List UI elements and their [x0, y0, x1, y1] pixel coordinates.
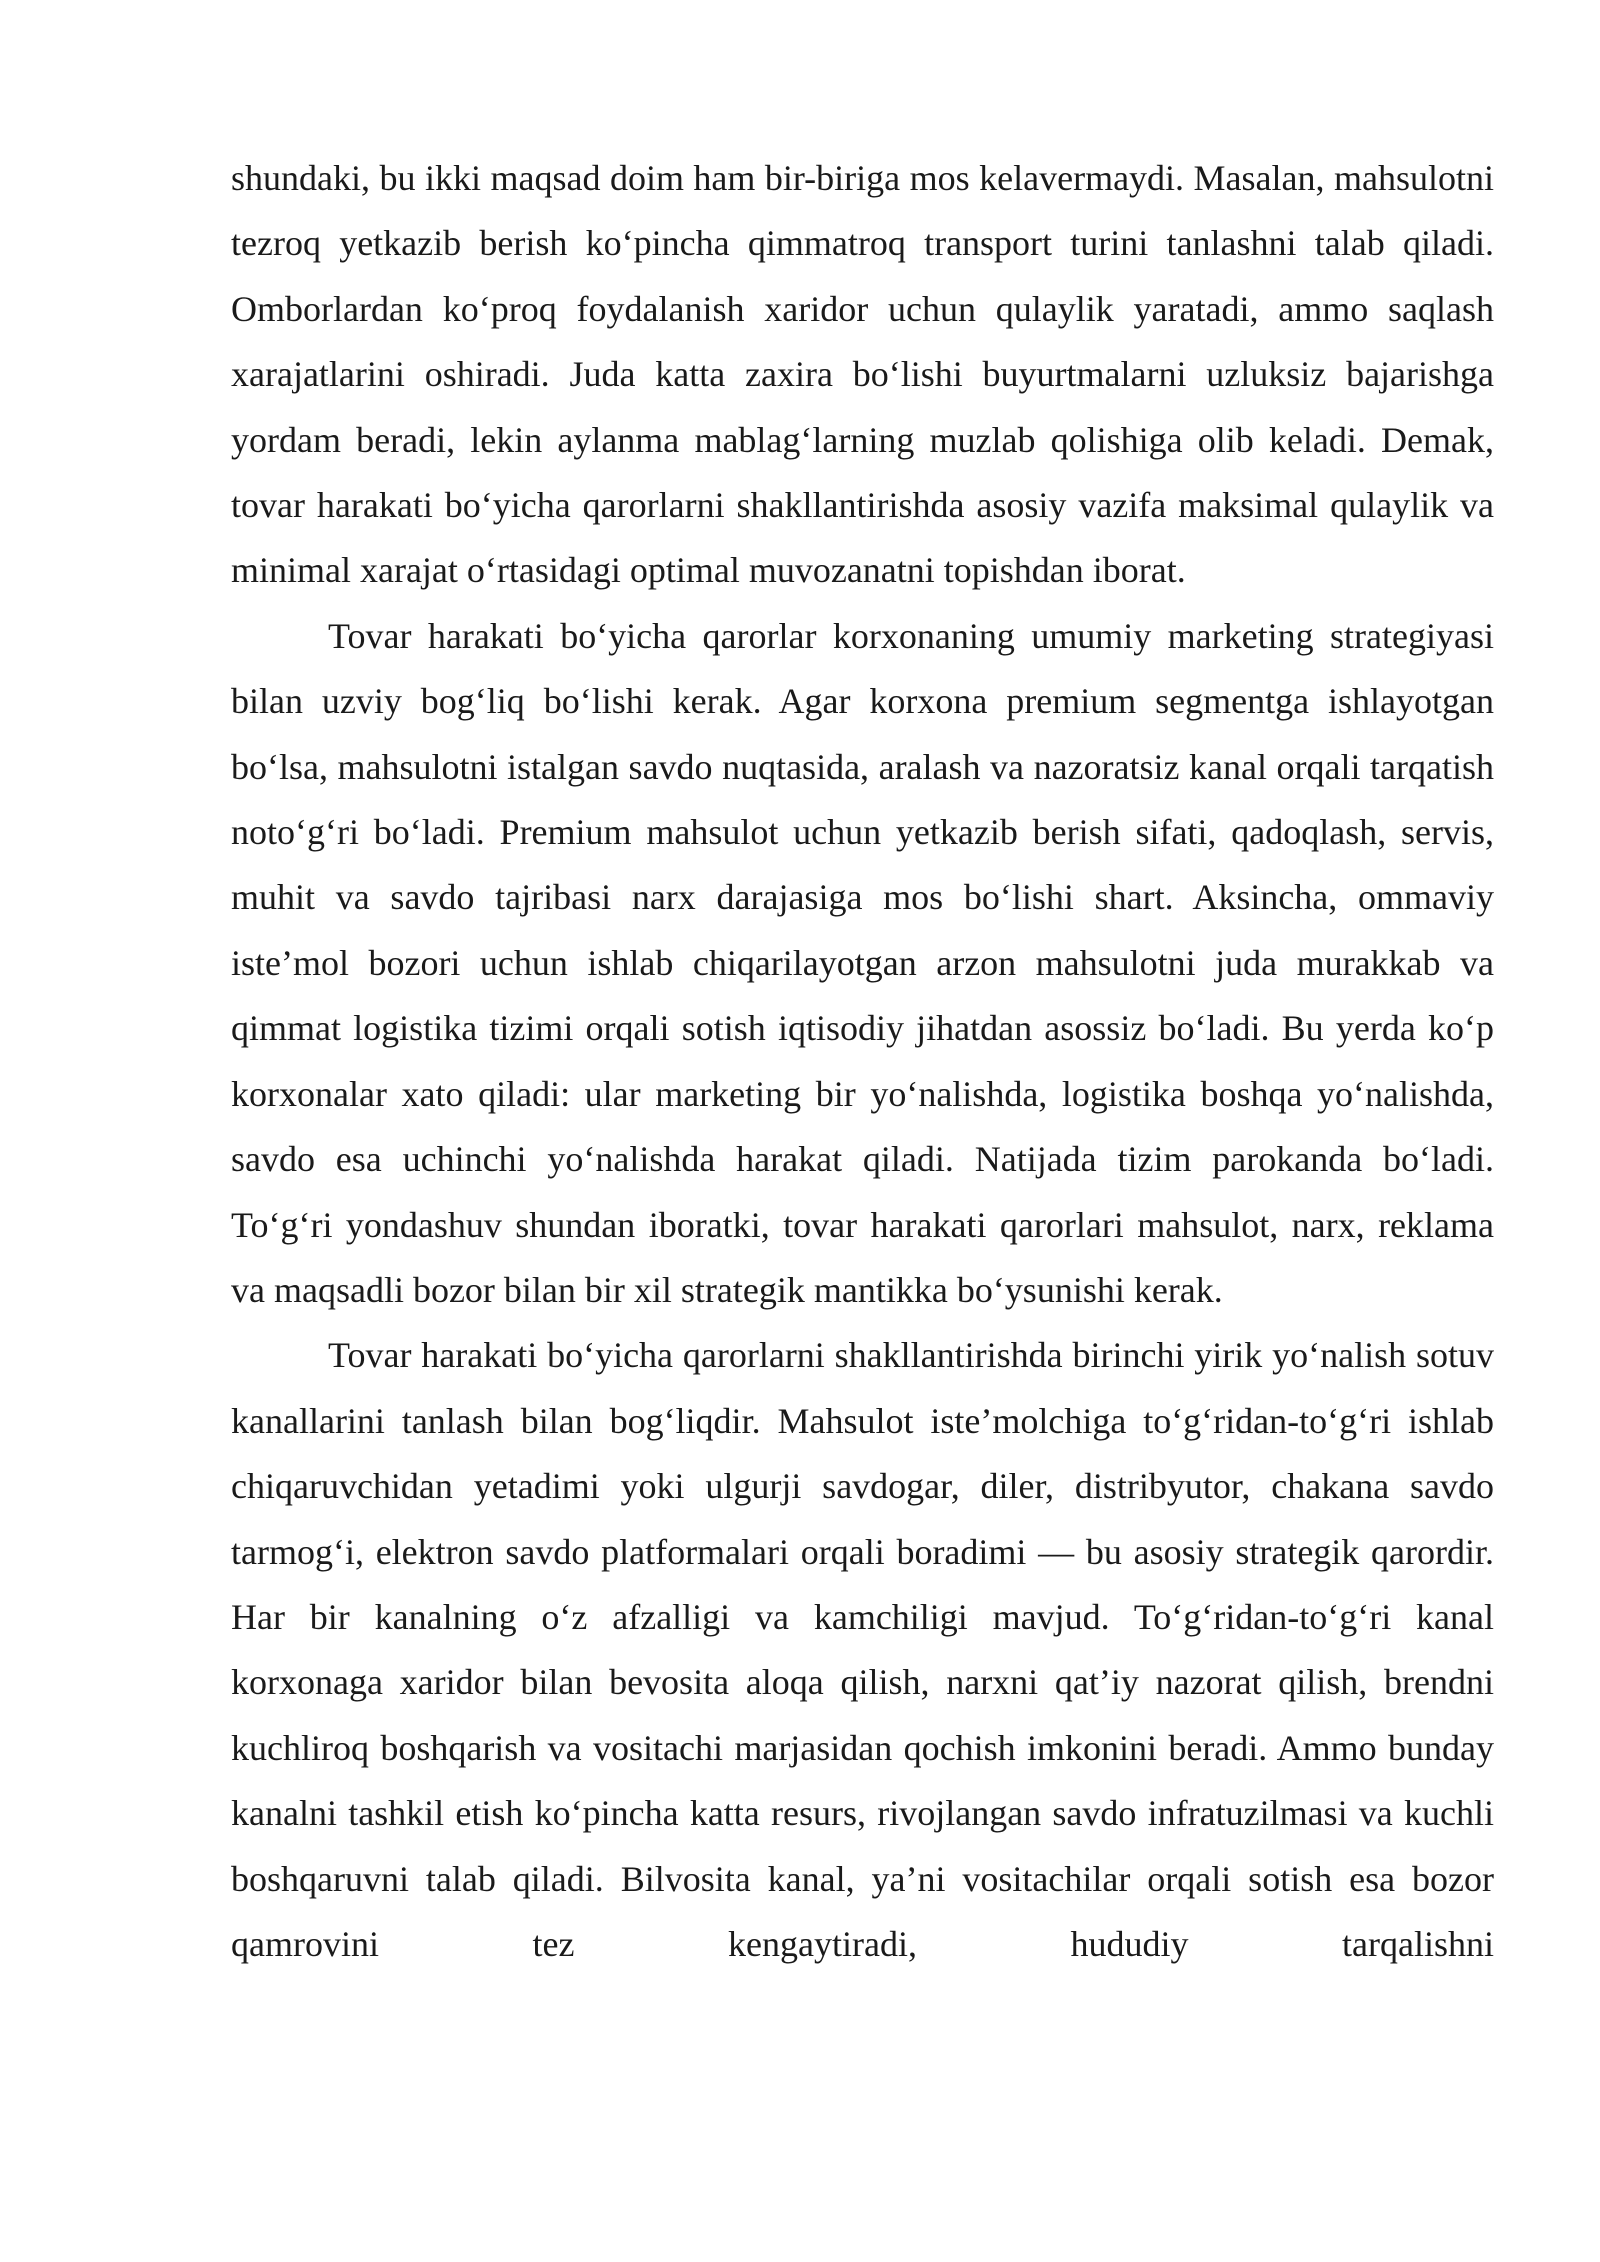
body-text [231, 146, 1494, 1977]
paragraph-1: shundaki, bu ikki maqsad doim ham bir-biriga mos kelavermaydi. Masalan, mahsulotni tezroq yetkazib berish ko‘pincha qimmatroq transport turini tanlashni talab qiladi. Omborlardan ko‘proq foydalanish xaridor uchun qulaylik yaratadi, ammo saqlash xarajatlarini oshiradi. Juda katta zaxira bo‘lishi buyurtmalarni uzluksiz bajarishga yordam beradi, lekin aylanma mablag‘larning muzlab qolishiga olib keladi. Demak, tovar harakati bo‘yicha qarorlarni shakllantirishda asosiy vazifa maksimal qulaylik va minimal xarajat o‘rtasidagi optimal muvozanatni topishdan iborat. [231, 158, 1494, 591]
paragraph-3: Tovar harakati bo‘yicha qarorlarni shakllantirishda birinchi yirik yo‘nalish sotuv kanallarini tanlash bilan bog‘liqdir. Mahsulot iste’molchiga to‘g‘ridan-to‘g‘ri ishlab chiqaruvchidan yetadimi yoki ulgurji savdogar, diler, distribyutor, chakana savdo tarmog‘i, elektron savdo platformalari orqali boradimi — bu asosiy strategik qarordir. Har bir kanalning o‘z afzalligi va kamchiligi mavjud. To‘g‘ridan-to‘g‘ri kanal korxonaga xaridor bilan bevosita aloqa qilish, narxni qat’iy nazorat qilish, brendni kuchliroq boshqarish va vositachi marjasidan qochish imkonini beradi. Ammo bunday kanalni tashkil etish ko‘pincha katta resurs, rivojlangan savdo infratuzilmasi va kuchli boshqaruvni talab qiladi. Bilvosita kanal, ya’ni vositachilar orqali sotish esa bozor qamrovini tez kengaytiradi, hududiy tarqalishni [231, 1335, 1494, 1964]
paragraph-2: Tovar harakati bo‘yicha qarorlar korxonaning umumiy marketing strategiyasi bilan uzviy bog‘liq bo‘lishi kerak. Agar korxona premium segmentga ishlayotgan bo‘lsa, mahsulotni istalgan savdo nuqtasida, aralash va nazoratsiz kanal orqali tarqatish noto‘g‘ri bo‘ladi. Premium mahsulot uchun yetkazib berish sifati, qadoqlash, servis, muhit va savdo tajribasi narx darajasiga mos bo‘lishi shart. Aksincha, ommaviy iste’mol bozori uchun ishlab chiqarilayotgan arzon mahsulotni juda murakkab va qimmat logistika tizimi orqali sotish iqtisodiy jihatdan asossiz bo‘ladi. Bu yerda ko‘p korxonalar xato qiladi: ular marketing bir yo‘nalishda, logistika boshqa yo‘nalishda, savdo esa uchinchi yo‘nalishda harakat qiladi. Natijada tizim parokanda bo‘ladi. To‘g‘ri yondashuv shundan iboratki, tovar harakati qarorlari mahsulot, narx, reklama va maqsadli bozor bilan bir xil strategik mantikka bo‘ysunishi kerak. [231, 615, 1494, 1310]
